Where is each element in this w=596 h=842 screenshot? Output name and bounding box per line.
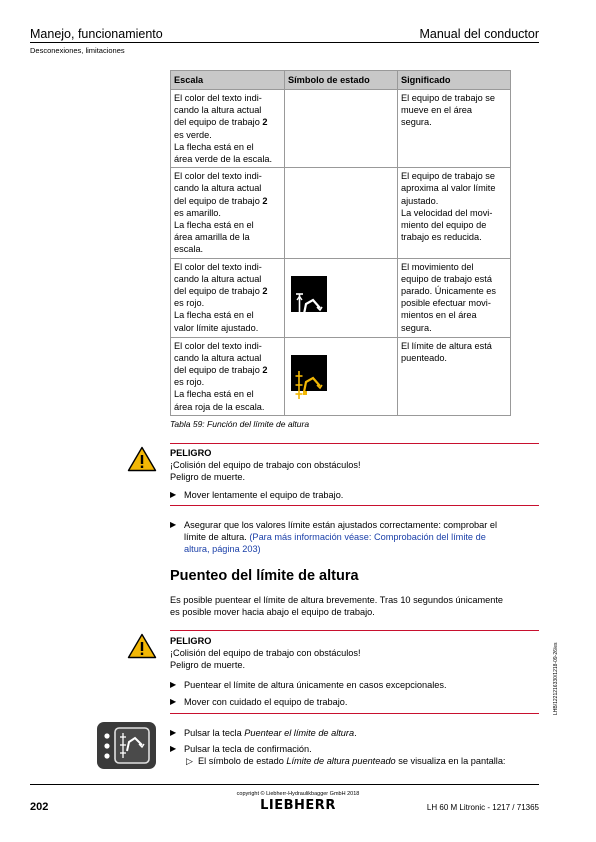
section-paragraph: es posible mover hacia abajo el equipo de trabajo.: [170, 607, 375, 617]
warning-bullet: Mover con cuidado el equipo de trabajo.: [184, 697, 348, 707]
table-cell-escala: [171, 90, 285, 168]
section-paragraph: Es posible puentear el límite de altura brevemente. Tras 10 segundos únicamente: [170, 595, 503, 605]
header-rule: [30, 42, 539, 43]
escala-number: 2: [262, 365, 268, 376]
table-row: [171, 337, 511, 415]
table-cell-significado: El movimiento del equipo de trabajo está parado. Únicamente es posible efectuar movi- mientos en el área segura.: [398, 258, 511, 337]
escala-text: es rojo. La flecha está en el área roja de la escala.: [174, 377, 265, 412]
brand-logo: LIEBHERR: [260, 798, 336, 813]
table-cell-symbol: [285, 90, 398, 168]
table-cell-symbol: [285, 168, 398, 258]
table-cell-significado: El límite de altura está puenteado.: [398, 337, 511, 415]
warning-text: ¡Colisión del equipo de trabajo con obstáculos!: [170, 460, 361, 470]
step-text: Pulsar la tecla: [184, 728, 245, 738]
table-cell-significado: El equipo de trabajo se mueve en el área segura.: [398, 90, 511, 168]
result-text: se visualiza en la pantalla:: [395, 756, 506, 766]
footer-rule: [30, 784, 539, 785]
table-header-row: [171, 71, 511, 90]
table-cell-significado: El equipo de trabajo se aproxima al valor límite ajustado. La velocidad del movi- miento del equipo de trabajo es reducida.: [398, 168, 511, 258]
danger-rule-bottom: [170, 505, 539, 506]
page-number: 202: [30, 801, 49, 813]
instruction-text-part: límite de altura.: [184, 532, 250, 542]
escala-text: El color del texto indi- cando la altura actual del equipo de trabajo: [174, 261, 262, 297]
step-text: .: [354, 728, 357, 738]
cross-reference-link[interactable]: (Para más información véase: Comprobación del límite de: [249, 532, 486, 542]
table-header-simbolo: Símbolo de estado: [285, 71, 398, 90]
table-cell-escala: [171, 168, 285, 258]
danger-rule-bottom: [170, 713, 539, 714]
warning-triangle-icon: [127, 633, 157, 659]
escala-text: es amarillo. La flecha está en el área amarilla de la escala.: [174, 207, 254, 255]
warning-text: ¡Colisión del equipo de trabajo con obstáculos!: [170, 648, 361, 658]
warning-text: Peligro de muerte.: [170, 660, 246, 670]
cross-reference-link[interactable]: altura, página 203): [184, 544, 261, 554]
escala-text: es rojo. La flecha está en el valor límite ajustado.: [174, 298, 259, 333]
warning-title: PELIGRO: [170, 636, 212, 646]
header-manual-title: Manual del conductor: [419, 27, 539, 41]
warning-bullet: Mover lentamente el equipo de trabajo.: [184, 490, 344, 500]
result-symbol-name: Límite de altura puenteado: [286, 756, 396, 766]
step-key-name: Puentear el límite de altura: [244, 728, 355, 738]
table-row: [171, 90, 511, 168]
table-row: [171, 168, 511, 258]
escala-number: 2: [262, 286, 268, 297]
table-cell-escala: [171, 337, 285, 415]
bullet-arrow-icon: ▶: [170, 728, 177, 737]
warning-triangle-icon: [127, 446, 157, 472]
bullet-arrow-icon: ▶: [170, 680, 177, 689]
document-code: LHB/1221216330/1218-09-26/es: [553, 642, 559, 715]
table-header-escala: Escala: [171, 71, 285, 90]
instruction-text: Asegurar que los valores límite están ajustados correctamente: comprobar el: [184, 520, 498, 530]
bullet-arrow-icon: ▶: [170, 490, 177, 499]
table-row: [171, 258, 511, 337]
table-cell-symbol: [285, 258, 398, 337]
escala-text: El color del texto indi- cando la altura actual del equipo de trabajo: [174, 93, 262, 128]
danger-rule-top: [170, 630, 539, 631]
height-limit-function-table: [170, 70, 511, 416]
escala-number: 2: [262, 195, 268, 206]
footer-model: LH 60 M Litronic - 1217 / 71365: [426, 803, 539, 812]
result-text: El símbolo de estado: [198, 756, 287, 766]
instruction-text: [184, 531, 486, 543]
table-header-significado: Significado: [398, 71, 511, 90]
bullet-arrow-icon: ▶: [170, 697, 177, 706]
bypass-height-limit-key-icon[interactable]: [115, 728, 149, 763]
step-instruction: Pulsar la tecla de confirmación.: [184, 744, 312, 754]
warning-text: Peligro de muerte.: [170, 472, 246, 482]
section-heading: Puenteo del límite de altura: [170, 568, 359, 584]
step-result: [198, 755, 505, 767]
result-arrow-icon: ▷: [186, 756, 193, 766]
danger-rule-top: [170, 443, 539, 444]
bullet-arrow-icon: ▶: [170, 520, 177, 529]
footer-copyright: copyright © Liebherr-Hydraulikbagger GmbH 2018: [236, 791, 360, 797]
header-subsection: Desconexiones, limitaciones: [30, 46, 125, 55]
table-caption: Tabla 59: Función del límite de altura: [170, 419, 310, 429]
warning-title: PELIGRO: [170, 448, 212, 458]
height-limit-white-icon: [291, 276, 327, 312]
escala-text: El color del texto indi- cando la altura actual del equipo de trabajo: [174, 171, 262, 206]
escala-text: El color del texto indi- cando la altura actual del equipo de trabajo: [174, 340, 262, 376]
step-instruction: [184, 727, 357, 739]
bullet-arrow-icon: ▶: [170, 744, 177, 753]
header-section-title: Manejo, funcionamiento: [30, 27, 163, 41]
table-cell-symbol: [285, 337, 398, 415]
escala-number: 2: [262, 117, 268, 128]
warning-bullet: Puentear el límite de altura únicamente en casos excepcionales.: [184, 680, 447, 690]
table-cell-escala: [171, 258, 285, 337]
escala-text: es verde. La flecha está en el área verde de la escala.: [174, 129, 273, 165]
height-limit-bypassed-yellow-icon: [291, 355, 327, 391]
